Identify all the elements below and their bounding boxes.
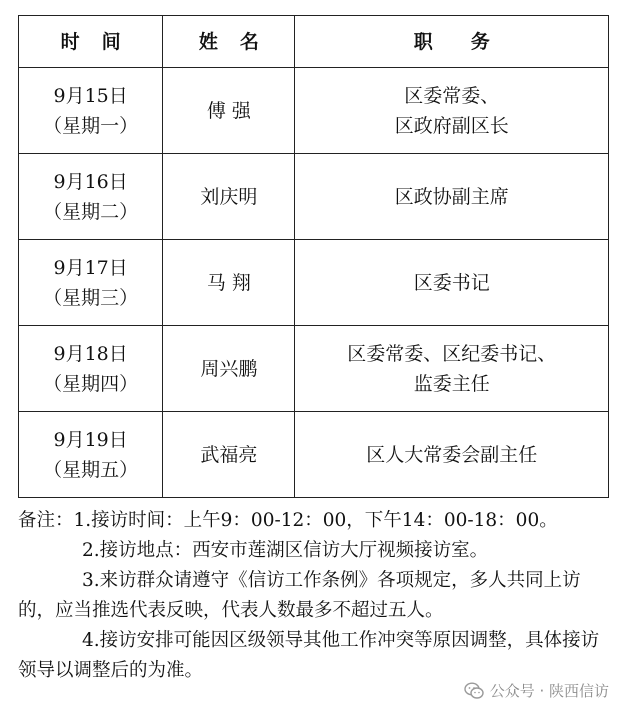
weekday-text: （星期五）	[43, 458, 139, 481]
duty-line: 区政府副区长	[394, 114, 509, 137]
watermark-text: 公众号 · 陕西信访	[489, 682, 609, 700]
time-cell	[19, 68, 163, 154]
table-header-row	[19, 16, 609, 68]
header-duty: 职务	[295, 16, 609, 68]
date-text: 9月16日	[53, 170, 128, 193]
weekday-text: （星期一）	[43, 114, 139, 137]
wechat-icon	[464, 682, 484, 700]
duty-line: 区政协副主席	[394, 185, 509, 208]
notes-section	[18, 506, 612, 686]
time-cell	[19, 154, 163, 240]
duty-line: 区委常委、	[404, 84, 500, 107]
duty-cell	[295, 412, 609, 498]
duty-cell	[295, 68, 609, 154]
duty-line: 区委常委、区纪委书记、	[347, 342, 557, 365]
date-text: 9月17日	[53, 256, 128, 279]
duty-cell	[295, 240, 609, 326]
header-name: 姓名	[163, 16, 295, 68]
weekday-text: （星期二）	[43, 200, 139, 223]
note-location: 2.接访地点：西安市莲湖区信访大厅视频接访室。	[82, 540, 489, 561]
table-row	[19, 412, 609, 498]
duty-line: 监委主任	[413, 372, 490, 395]
name-cell: 武福亮	[163, 412, 295, 498]
duty-cell	[295, 154, 609, 240]
time-cell	[19, 240, 163, 326]
table-row	[19, 326, 609, 412]
name-cell: 马 翔	[163, 240, 295, 326]
duty-line: 区委书记	[413, 271, 490, 294]
weekday-text: （星期四）	[43, 372, 139, 395]
note-rules: 3.来访群众请遵守《信访工作条例》各项规定，多人共同上访的，应当推选代表反映，代表人数最多不超过五人。	[18, 570, 581, 621]
name-cell: 刘庆明	[163, 154, 295, 240]
header-time: 时间	[19, 16, 163, 68]
time-cell	[19, 326, 163, 412]
reception-schedule-table	[18, 15, 609, 498]
weekday-text: （星期三）	[43, 286, 139, 309]
table-row	[19, 240, 609, 326]
date-text: 9月19日	[53, 428, 128, 451]
duty-cell	[295, 326, 609, 412]
name-cell: 傅 强	[163, 68, 295, 154]
table-row	[19, 68, 609, 154]
note-time: 备注：1.接访时间：上午9：00-12：00，下午14：00-18：00。	[18, 510, 558, 531]
note-adjustment: 4.接访安排可能因区级领导其他工作冲突等原因调整，具体接访领导以调整后的为准。	[18, 630, 600, 681]
time-cell	[19, 412, 163, 498]
name-cell: 周兴鹏	[163, 326, 295, 412]
date-text: 9月15日	[53, 84, 128, 107]
wechat-watermark	[460, 678, 613, 703]
date-text: 9月18日	[53, 342, 128, 365]
duty-line: 区人大常委会副主任	[366, 443, 538, 466]
table-row	[19, 154, 609, 240]
